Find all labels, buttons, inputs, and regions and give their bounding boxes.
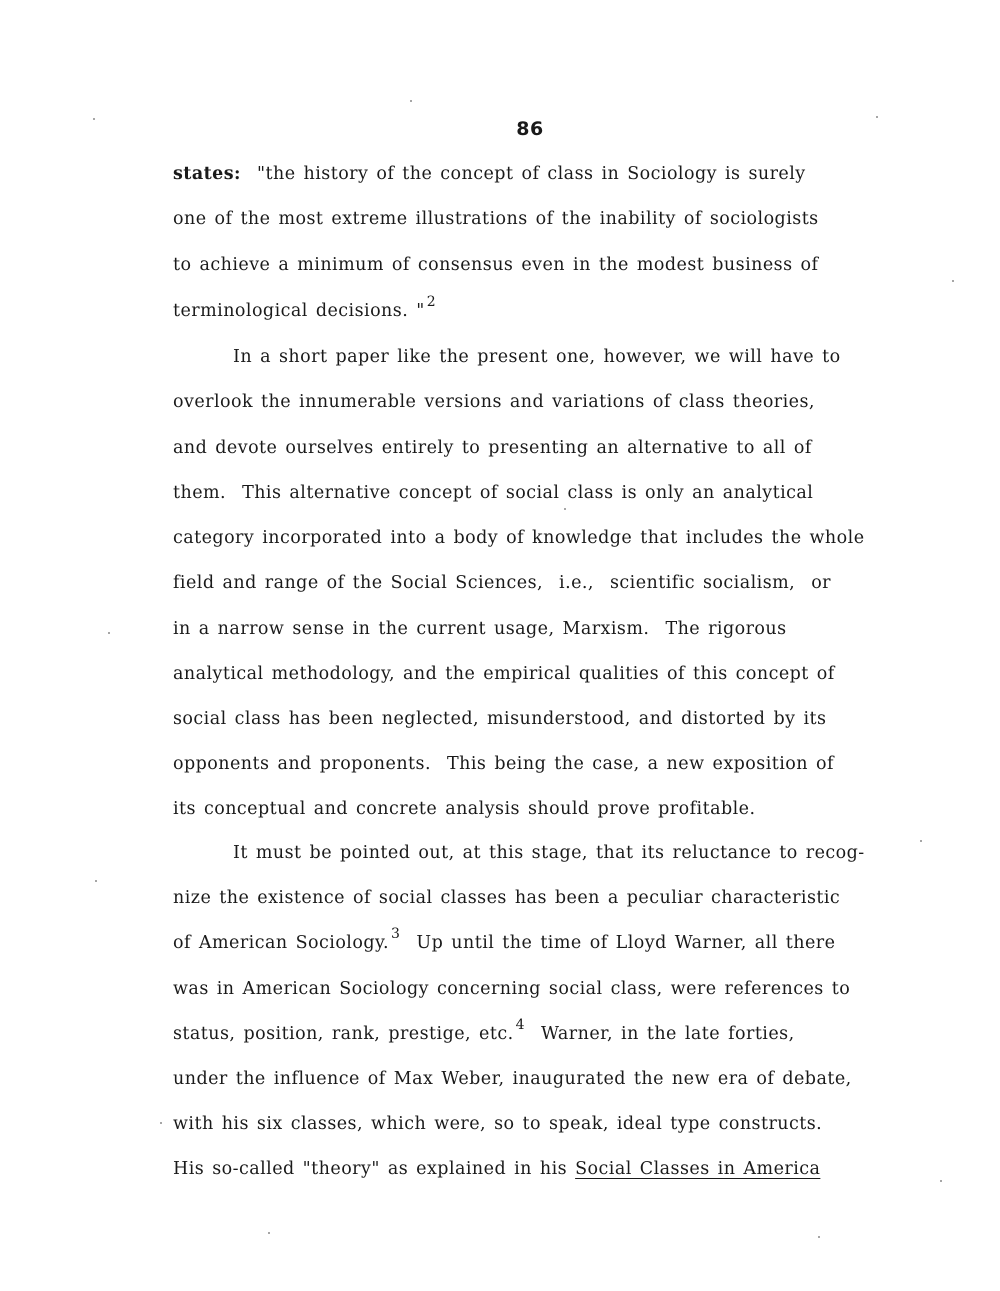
- scan-speck: [108, 632, 110, 634]
- text-segment: status, position, rank, prestige, etc.: [173, 1024, 514, 1044]
- text-line-7: and devote ourselves entirely to presenting an alternative to all of: [173, 438, 812, 458]
- text-line-16: It must be pointed out, at this stage, that its reluctance to recog-: [233, 843, 865, 863]
- text-line-1: [173, 163, 806, 185]
- text-segment: Warner, in the late forties,: [524, 1024, 795, 1044]
- scan-speck: [410, 100, 412, 102]
- page-number: 86: [516, 118, 544, 140]
- footnote-ref-3: 3: [391, 926, 401, 942]
- scan-speck: [818, 1236, 820, 1238]
- text-line-22: with his six classes, which were, so to speak, ideal type constructs.: [173, 1114, 823, 1134]
- text-segment: Up until the time of Lloyd Warner, all there: [400, 933, 836, 953]
- scan-speck: [876, 116, 878, 118]
- scan-speck: [940, 1180, 942, 1182]
- book-title: Social Classes in America: [575, 1159, 821, 1179]
- footnote-ref-4: 4: [515, 1017, 525, 1033]
- text-line-2: one of the most extreme illustrations of the inability of sociologists: [173, 209, 819, 229]
- text-line-13: social class has been neglected, misunderstood, and distorted by its: [173, 709, 827, 729]
- text-line-15: its conceptual and concrete analysis should prove profitable.: [173, 799, 756, 819]
- text-line-19: was in American Sociology concerning social class, were references to: [173, 979, 851, 999]
- text-segment: of American Sociology.: [173, 933, 390, 953]
- scan-speck: [920, 840, 922, 842]
- text-line-4: [173, 294, 437, 323]
- quote-end: terminological decisions. ": [173, 301, 425, 321]
- text-line-11: in a narrow sense in the current usage, Marxism. The rigorous: [173, 619, 787, 639]
- text-line-10: field and range of the Social Sciences, i.e., scientific socialism, or: [173, 573, 832, 593]
- scan-speck: [93, 118, 95, 120]
- scan-speck: [268, 1232, 270, 1234]
- quote-start: "the history of the concept of class in Sociology is surely: [240, 164, 806, 184]
- scan-speck: [95, 880, 97, 882]
- text-line-5: In a short paper like the present one, however, we will have to: [233, 347, 841, 367]
- lead-word: states:: [173, 164, 241, 184]
- text-line-9: category incorporated into a body of knowledge that includes the whole: [173, 528, 865, 548]
- text-segment: His so-called "theory" as explained in his: [173, 1159, 576, 1179]
- text-line-21: under the influence of Max Weber, inaugurated the new era of debate,: [173, 1069, 852, 1089]
- text-line-20: [173, 1017, 795, 1046]
- scan-speck: [952, 280, 954, 282]
- scan-speck: [564, 508, 566, 510]
- text-line-6: overlook the innumerable versions and variations of class theories,: [173, 392, 815, 412]
- text-line-18: [173, 926, 836, 955]
- scan-speck: [160, 1122, 162, 1124]
- text-line-8: them. This alternative concept of social class is only an analytical: [173, 483, 814, 503]
- text-line-23: [173, 1158, 820, 1180]
- text-line-14: opponents and proponents. This being the case, a new exposition of: [173, 754, 834, 774]
- footnote-ref-2: 2: [426, 294, 437, 310]
- text-line-3: to achieve a minimum of consensus even in the modest business of: [173, 255, 819, 275]
- text-line-17: nize the existence of social classes has been a peculiar characteristic: [173, 888, 841, 908]
- text-line-12: analytical methodology, and the empirical qualities of this concept of: [173, 664, 835, 684]
